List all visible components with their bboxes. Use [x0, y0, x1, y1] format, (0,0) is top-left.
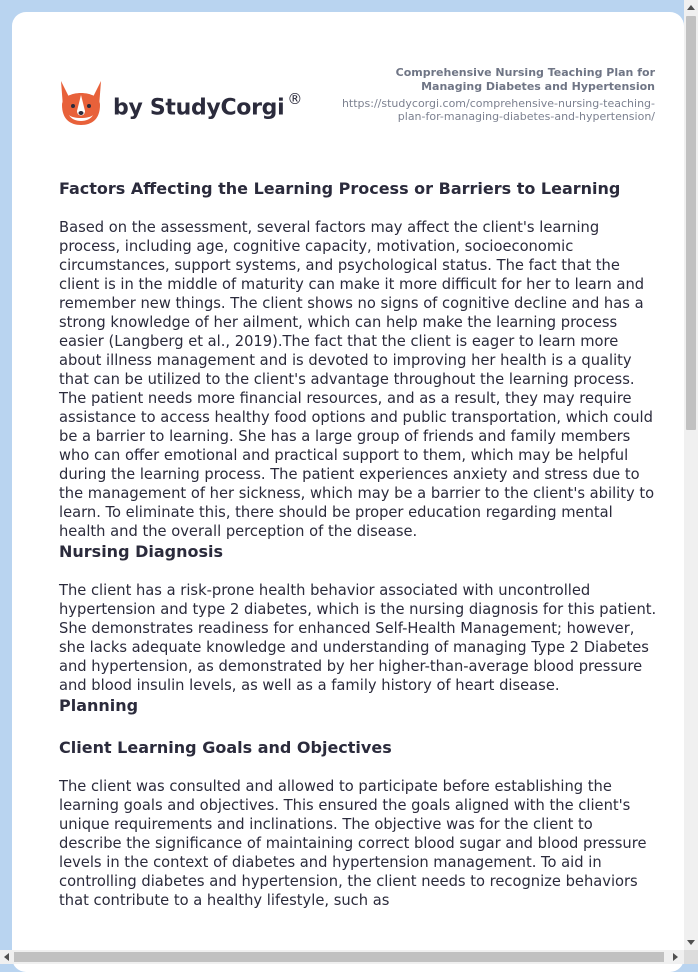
registered-mark: ® — [287, 90, 303, 108]
scroll-down-icon[interactable] — [687, 940, 695, 945]
horizontal-scroll-thumb[interactable] — [14, 952, 664, 962]
paragraph-barriers: Based on the assessment, several factors may affect the client's learning process, including age, cognitive capacity, motivation, socioeconomic circumstances, support systems, and psychological status. The fact that the client is in the middle of maturity can make it more difficult for her to learn and remember new things. The client shows no signs of cognitive decline and has a strong knowledge of her ailment, which can help make the learning process easier (Langberg et al., 2019).The fact that the client is eager to learn more about illness management and is devoted to improving her health is a quality that can be utilized to the client's advantage throughout the learning process. The patient needs more financial resources, and as a result, they may require assistance to access healthy food options and public transportation, which could be a barrier to learning. She has a large group of friends and family members who can offer emotional and practical support to them, which may be helpful during the learning process. The patient experiences anxiety and stress due to the management of her sickness, which may be a barrier to the client's ability to learn. To eliminate this, there should be proper education regarding mental health and the overall perception of the disease. — [59, 219, 655, 540]
paragraph-learning-goals: The client was consulted and allowed to participate before establishing the learning goals and objectives. This ensured the goals aligned with the client's unique requirements and inclinations. The objective was for the client to describe the significance of maintaining correct blood sugar and blood pressure levels in the context of diabetes and hypertension management. To aid in controlling diabetes and hypertension, the client needs to recognize behaviors that contribute to a healthy lifestyle, such as — [59, 778, 647, 909]
corgi-logo-icon — [59, 77, 103, 127]
heading-nursing-diagnosis: Nursing Diagnosis — [59, 542, 224, 561]
document-title: Comprehensive Nursing Teaching Plan for Managing Diabetes and Hypertension — [395, 66, 655, 93]
scrollbar-corner — [684, 950, 698, 964]
heading-learning-goals: Client Learning Goals and Objectives — [59, 738, 392, 757]
vertical-scroll-thumb[interactable] — [686, 16, 696, 430]
scroll-up-icon[interactable] — [687, 5, 695, 10]
document-url[interactable]: https://studycorgi.com/comprehensive-nursing-teaching-plan-for-managing-diabetes-and-hypertension/ — [341, 97, 655, 123]
scroll-right-icon[interactable] — [673, 953, 678, 961]
heading-barriers: Factors Affecting the Learning Process or Barriers to Learning — [59, 179, 621, 198]
brand-name[interactable]: by StudyCorgi ® — [113, 90, 303, 121]
document-content — [59, 178, 659, 910]
heading-planning: Planning — [59, 696, 139, 715]
horizontal-scrollbar[interactable] — [0, 950, 684, 964]
scroll-left-icon[interactable] — [4, 953, 9, 961]
vertical-scrollbar[interactable] — [684, 0, 698, 950]
paragraph-nursing-diagnosis: The client has a risk-prone health behavior associated with uncontrolled hypertension and type 2 diabetes, which is the nursing diagnosis for this patient. She demonstrates readiness for enhanced Self-Health Management; however, she lacks adequate knowledge and understanding of managing Type 2 Diabetes and hypertension, as demonstrated by her higher-than-average blood pressure and blood insulin levels, as well as a family history of heart disease. — [59, 582, 657, 694]
document-page — [12, 12, 684, 972]
